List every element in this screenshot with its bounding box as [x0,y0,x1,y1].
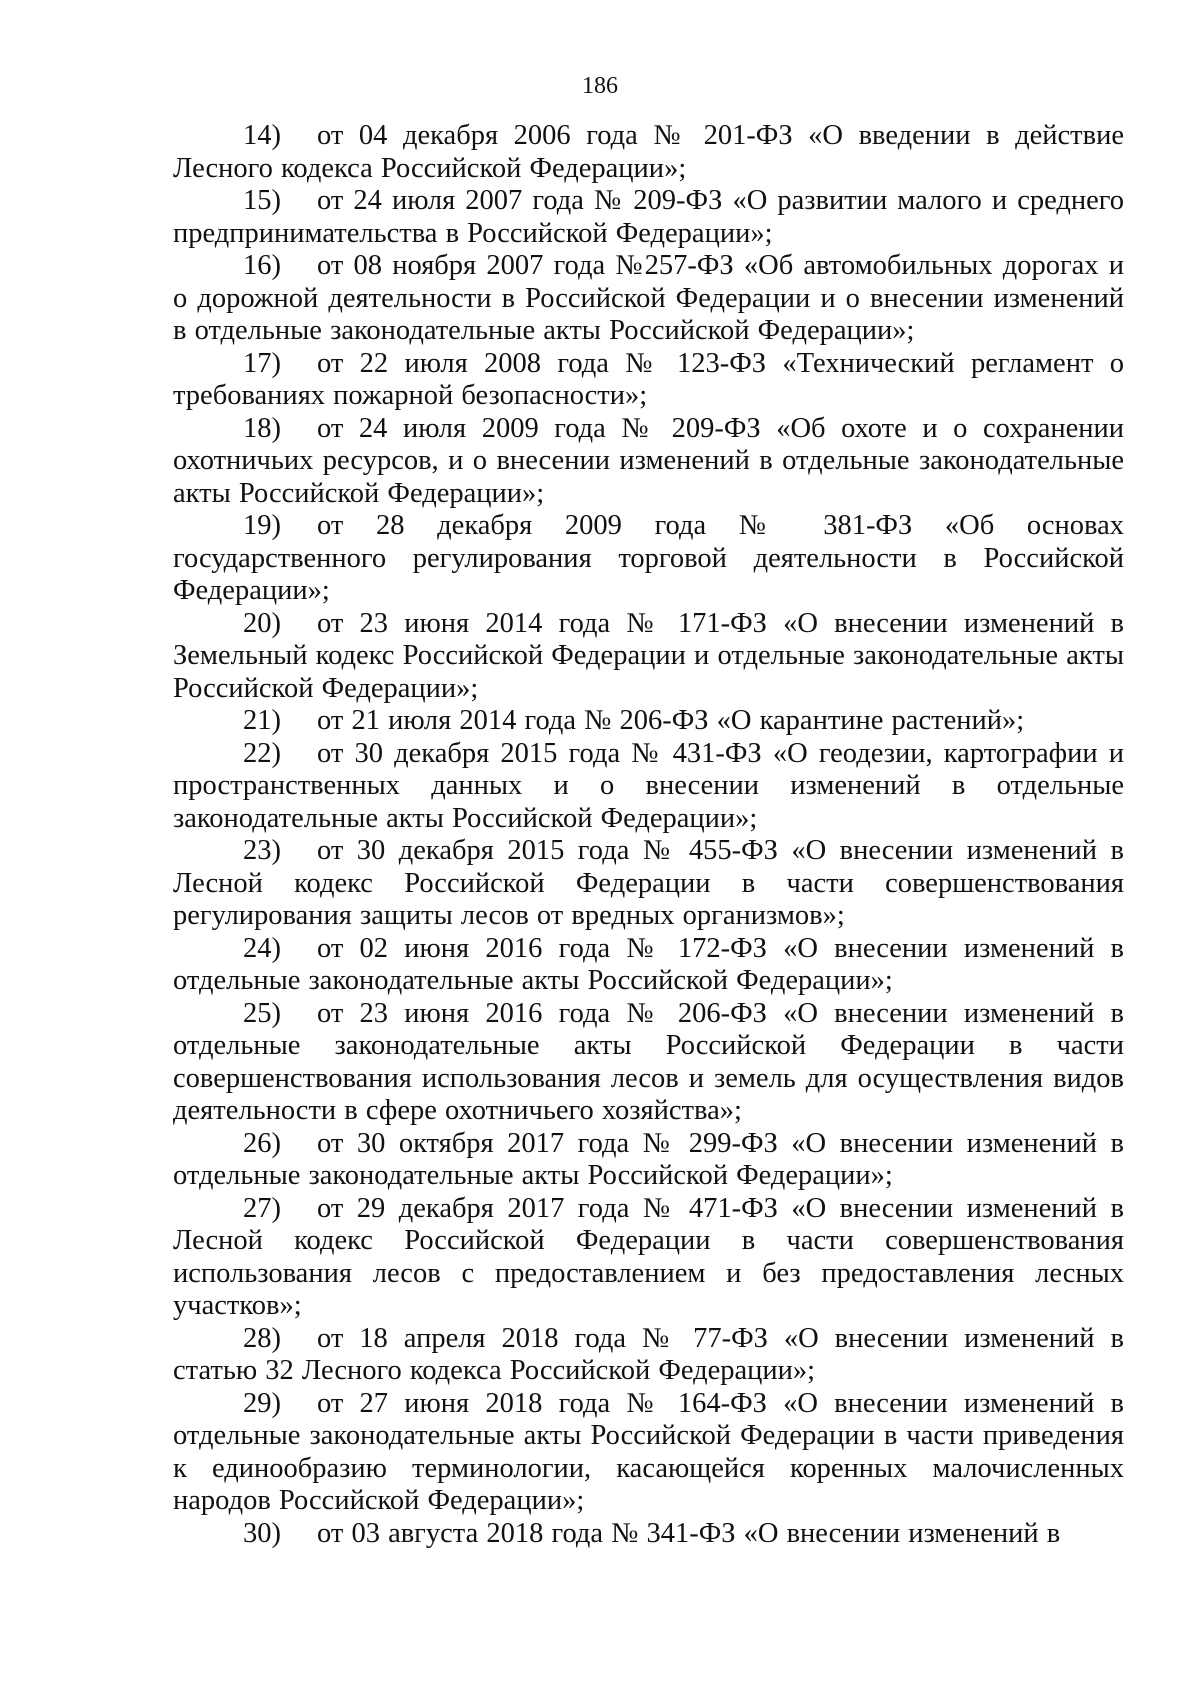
item-text: от 21 июля 2014 года № 206-ФЗ «О карантине растений»; [317,705,1025,736]
list-item [173,250,1124,348]
list-item [173,608,1124,706]
item-number: 24) [243,932,281,964]
list-item [173,933,1124,998]
item-number: 14) [243,120,281,151]
item-text: от 23 июня 2016 года № 206-ФЗ «О внесении изменений в отдельные законодательные акты Российской Федерации в части совершенствования использования лесов и земель для осуществления видов деятельности в сфере охотничьего хозяйства»; [173,997,1124,1126]
list-item [173,835,1124,933]
item-number: 22) [243,737,281,769]
item-number: 16) [243,250,281,281]
item-text: от 28 декабря 2009 года № 381-ФЗ «Об основах государственного регулирования торговой деятельности в Российской Федерации»; [173,510,1124,606]
list-item [173,1323,1124,1388]
item-text: от 27 июня 2018 года № 164-ФЗ «О внесении изменений в отдельные законодательные акты Российской Федерации в части приведения к единообразию терминологии, касающейся коренных малочисленных народов Российской Федерации»; [173,1387,1124,1516]
list-item [173,998,1124,1128]
item-number: 29) [243,1387,281,1419]
item-number: 15) [243,185,281,216]
page-number: 186 [582,73,618,99]
list-item [173,1518,1124,1551]
item-number: 19) [243,510,281,541]
list-item [173,413,1124,511]
law-list [173,120,1124,1550]
item-number: 27) [243,1192,281,1224]
item-number: 25) [243,997,281,1029]
item-number: 26) [243,1127,281,1159]
item-number: 23) [243,835,281,866]
item-text: от 30 октября 2017 года № 299-ФЗ «О внесении изменений в отдельные законодательные акты Российской Федерации»; [173,1127,1124,1191]
item-number: 18) [243,412,281,444]
list-item [173,510,1124,608]
item-text: от 30 декабря 2015 года № 455-ФЗ «О внесении изменений в Лесной кодекс Российской Федерации в части совершенствования регулирования защиты лесов от вредных организмов»; [173,835,1124,931]
list-item [173,348,1124,413]
item-number: 17) [243,347,281,379]
item-number: 20) [243,607,281,639]
list-item [173,738,1124,836]
list-item [173,185,1124,250]
item-text: от 30 декабря 2015 года № 431-ФЗ «О геодезии, картографии и пространственных данных и о внесении изменений в отдельные законодательные акты Российской Федерации»; [173,737,1124,834]
item-text: от 24 июля 2009 года № 209-ФЗ «Об охоте и о сохранении охотничьих ресурсов, и о внесении изменений в отдельные законодательные акты Российской Федерации»; [173,412,1124,509]
item-number: 30) [243,1517,281,1549]
item-number: 21) [243,705,281,736]
item-text: от 02 июня 2016 года № 172-ФЗ «О внесении изменений в отдельные законодательные акты Российской Федерации»; [173,932,1124,996]
list-item [173,1193,1124,1323]
item-number: 28) [243,1322,281,1354]
item-text: от 08 ноября 2007 года №257-ФЗ «Об автомобильных дорогах и о дорожной деятельности в Российской Федерации и о внесении изменений в отдельные законодательные акты Российской Федерации»; [173,250,1124,346]
item-text: от 03 августа 2018 года № 341-ФЗ «О внесении изменений в [317,1517,1061,1549]
list-item [173,1388,1124,1518]
list-item [173,1128,1124,1193]
item-text: от 18 апреля 2018 года № 77-ФЗ «О внесении изменений в статью 32 Лесного кодекса Российской Федерации»; [173,1322,1124,1386]
item-text: от 24 июля 2007 года № 209-ФЗ «О развитии малого и среднего предпринимательства в Российской Федерации»; [173,185,1124,249]
item-text: от 04 декабря 2006 года № 201-ФЗ «О введении в действие Лесного кодекса Российской Федерации»; [173,120,1124,184]
item-text: от 29 декабря 2017 года № 471-ФЗ «О внесении изменений в Лесной кодекс Российской Федерации в части совершенствования использования лесов с предоставлением и без предоставления лесных участков»; [173,1192,1124,1321]
list-item [173,705,1124,738]
item-text: от 23 июня 2014 года № 171-ФЗ «О внесении изменений в Земельный кодекс Российской Федерации и отдельные законодательные акты Российской Федерации»; [173,607,1124,704]
list-item [173,120,1124,185]
item-text: от 22 июля 2008 года № 123-ФЗ «Технический регламент о требованиях пожарной безопасности»; [173,347,1124,411]
